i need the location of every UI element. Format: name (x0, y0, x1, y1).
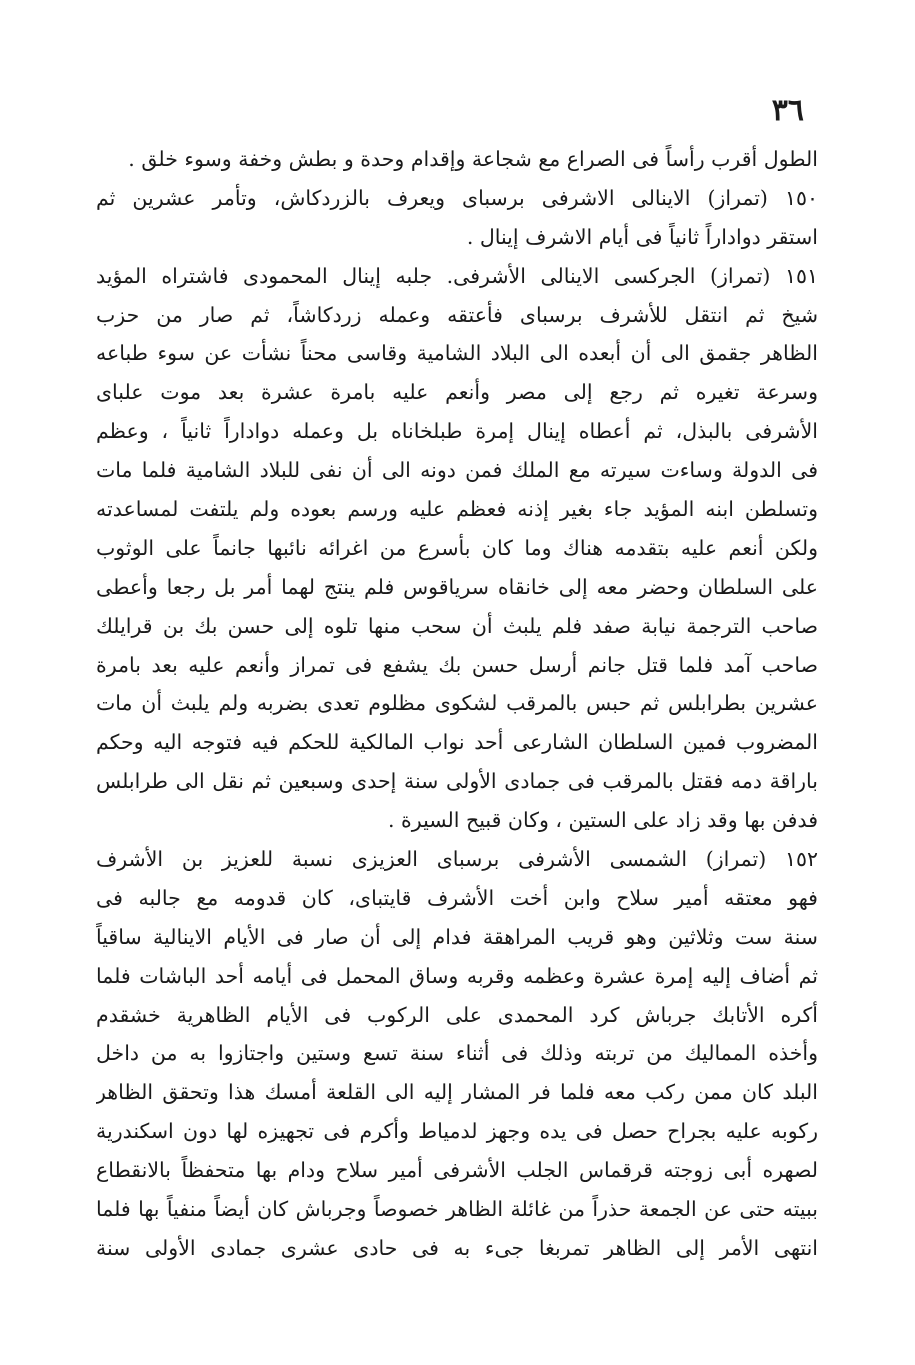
text-line: فدفن بها وقد زاد على الستين ، وكان قبيح السيرة . (388, 808, 818, 833)
text-line: ثم أضاف إليه إمرة عشرة وعظمه وقربه وساق المحمل فى أيامه أحد الباشات فلما (96, 963, 818, 988)
body-text (96, 140, 818, 1268)
text-line: البلد كان ممن ركب معه فلما فر المشار إليه الى القلعة أمسك هذا وتحقق الظاهر (96, 1080, 818, 1105)
text-line: صاحب الترجمة نيابة صفد فلم يلبث أن سحب منها تلوه إلى حسن بك بن قرايلك (96, 613, 818, 638)
text-line: صاحب آمد فلما قتل جانم أرسل حسن بك يشفع فى تمراز وأنعم عليه بعد بامرة (96, 652, 818, 677)
text-line: ولكن أنعم عليه بتقدمه هناك وما كان بأسرع من اغرائه نائبها جانماً على الوثوب (96, 535, 818, 560)
text-line: أكره الأتابك جرباش كرد المحمدى على الركوب فى الأيام الظاهرية خشقدم (96, 1002, 818, 1027)
text-line: الظاهر جقمق الى أن أبعده الى البلاد الشامية وقاسى محناً نشأت عن سوء طباعه (96, 341, 818, 366)
text-line: انتهى الأمر إلى الظاهر تمربغا جىء به فى حادى عشرى جمادى الأولى سنة (96, 1235, 818, 1260)
book-page (96, 0, 818, 1365)
text-line: ببيته حتى عن الجمعة حذراً من غائلة الظاهر خصوصاً وجرباش كان أيضاً منفياً بها فلما (96, 1197, 818, 1222)
text-line: شيخ ثم انتقل للأشرف برسباى فأعتقه وعمله زردكاشاً، ثم صار من حزب (96, 302, 818, 327)
text-line: لصهره أبى زوجته قرقماس الجلب الأشرفى أمير سلاح ودام بها متحفظاً بالانقطاع (96, 1158, 818, 1183)
text-line: على السلطان وحضر معه إلى خانقاه سرياقوس فلم ينتج لهما أمر بل رجعا وأعطى (96, 574, 818, 599)
text-line: ١٥١ (تمراز) الجركسى الاينالى الأشرفى. جلبه إينال المحمودى فاشتراه المؤيد (96, 263, 818, 288)
text-line: المضروب فمين السلطان الشارعى أحد نواب المالكية للحكم فيه فتوجه اليه وحكم (96, 730, 818, 755)
text-line: ١٥٢ (تمراز) الشمسى الأشرفى برسباى العزيزى نسبة للعزيز بن الأشرف (96, 847, 818, 872)
text-line: ١٥٠ (تمراز) الاينالى الاشرفى برسباى ويعرف بالزردكاش، وتأمر عشرين ثم (96, 185, 818, 210)
text-line: سنة ست وثلاثين وهو قريب المراهقة فدام إلى أن صار فى الأيام الاينالية ساقياً (96, 924, 818, 949)
text-line: ركوبه عليه بجراح حصل فى يده وجهز لدمياط وأكرم فى تجهيزه لها دون اسكندرية (96, 1119, 818, 1144)
text-line: فهو معتقه أمير سلاح وابن أخت الأشرف قايتباى، كان قدومه مع جالبه فى (96, 885, 818, 910)
text-line: وتسلطن ابنه المؤيد جاء بغير إذنه فعظم عليه ورسم بعوده ولم يلتفت لمساعدته (96, 497, 818, 522)
text-line: باراقة دمه فقتل بالمرقب فى جمادى الأولى سنة إحدى وسبعين ثم نقل الى طرابلس (96, 769, 818, 794)
page-number: ٣٦ (771, 93, 804, 128)
text-line: فى الدولة وساءت سيرته مع الملك فمن دونه الى أن نفى للبلاد الشامية فلما مات (96, 458, 818, 483)
text-line: الأشرفى بالبذل، ثم أعطاه إينال إمرة طبلخاناه بل وعمله دواداراً ثانياً ، وعظم (96, 419, 818, 444)
text-line: عشرين بطرابلس ثم حبس بالمرقب لشكوى مظلوم تعدى بضربه ولم يلبث أن مات (96, 691, 818, 716)
text-line: الطول أقرب رأساً فى الصراع مع شجاعة وإقدام وحدة و بطش وخفة وسوء خلق . (128, 147, 818, 171)
text-line: وأخذه المماليك من تربته وذلك فى أثناء سنة تسع وستين واجتازوا به من داخل (96, 1041, 818, 1066)
text-line: وسرعة تغيره ثم رجع إلى مصر وأنعم عليه بامرة عشرة بعد موت علباى (96, 380, 818, 405)
text-line: استقر دواداراً ثانياً فى أيام الاشرف إينال . (466, 224, 818, 249)
